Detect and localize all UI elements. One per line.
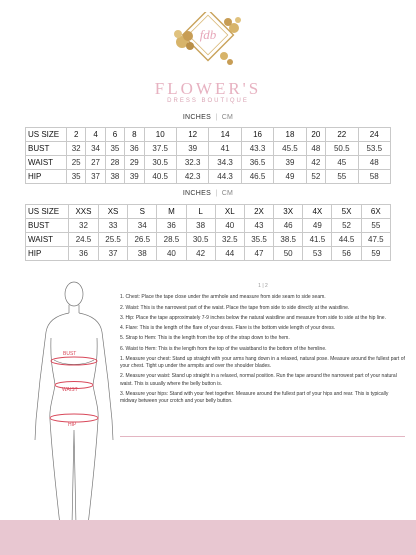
table-row — [26, 142, 391, 156]
size-header-cell: 2 — [67, 128, 86, 142]
size-header-cell: 18 — [274, 128, 306, 142]
value-cell: 50.5 — [326, 142, 358, 156]
logo-monogram: fdb — [199, 27, 217, 42]
table-header-row — [26, 205, 391, 219]
value-cell: 53.5 — [358, 142, 391, 156]
table-row — [26, 233, 391, 247]
value-cell: 29 — [125, 156, 144, 170]
bust-line — [51, 357, 97, 365]
value-cell: 41.5 — [303, 233, 332, 247]
value-cell: 35.5 — [244, 233, 273, 247]
size-table-letter — [25, 204, 391, 261]
size-header-cell: 6 — [105, 128, 124, 142]
value-cell: 59 — [361, 247, 390, 261]
units-separator: | — [215, 190, 218, 197]
instruction-item: 3. Measure your hips: Stand with your feet together. Measure around the fullest part of your hips and rear. This is typically midway between your crotch and your belly button. — [120, 390, 389, 404]
row-label-cell: BUST — [26, 219, 69, 233]
value-cell: 37 — [86, 170, 105, 184]
value-cell: 49 — [274, 170, 306, 184]
brand-logo — [168, 12, 248, 74]
brand-tagline: DRESS BOUTIQUE — [167, 98, 249, 104]
size-header-cell: XL — [215, 205, 244, 219]
value-cell: 41 — [209, 142, 241, 156]
row-label-cell: WAIST — [26, 156, 67, 170]
hip-line — [50, 414, 98, 422]
row-label-cell: BUST — [26, 142, 67, 156]
value-cell: 49 — [303, 219, 332, 233]
value-cell: 25.5 — [98, 233, 127, 247]
instruction-item: 6. Waist to Hem: This is the length from the top of the waistband to the bottom of the hemline. — [120, 345, 327, 352]
row-label-cell: WAIST — [26, 233, 69, 247]
size-header-cell: 20 — [306, 128, 325, 142]
size-header-cell: 22 — [326, 128, 358, 142]
value-cell: 25 — [67, 156, 86, 170]
units-inches: INCHES — [182, 114, 212, 121]
footer-band — [0, 520, 416, 555]
header-label-cell: US SIZE — [26, 128, 67, 142]
header-label-cell: US SIZE — [26, 205, 69, 219]
value-cell: 32.3 — [176, 156, 208, 170]
value-cell: 35 — [67, 170, 86, 184]
instruction-item: 1. Measure your chest: Stand up straight with your arms hang down in a relaxed, natural pose. Measure around the fullest part of your chest. Tight up under the armpits and over the shoulder blades. — [120, 355, 405, 369]
brand-name: FLOWER'S — [154, 79, 262, 98]
value-cell: 40 — [157, 247, 186, 261]
value-cell: 58 — [358, 170, 391, 184]
value-cell: 47.5 — [361, 233, 390, 247]
value-cell: 43.3 — [241, 142, 273, 156]
size-header-cell: 12 — [176, 128, 208, 142]
size-header-cell: XS — [98, 205, 127, 219]
instruction-item: 2. Waist: This is the narrowest part of the waist. Place the tape from side to side directly at the waistline. — [120, 304, 350, 311]
value-cell: 27 — [86, 156, 105, 170]
instruction-item: 2. Measure your waist: Stand up straight in a relaxed, normal position. Run the tape around the narrowest part of your natural waist. This is usually where the belly button is. — [120, 373, 397, 387]
instruction-item: 1. Chest: Place the tape close under the armhole and measure from side seam to side seam. — [120, 294, 326, 301]
value-cell: 36 — [157, 219, 186, 233]
value-cell: 45 — [326, 156, 358, 170]
value-cell: 45.5 — [274, 142, 306, 156]
body-outline — [35, 282, 113, 525]
units-label-2 — [0, 190, 416, 197]
value-cell: 48 — [358, 156, 391, 170]
table-row — [26, 219, 391, 233]
waist-label: WAIST — [62, 387, 78, 393]
size-header-cell: 24 — [358, 128, 391, 142]
value-cell: 30.5 — [186, 233, 215, 247]
table-row — [26, 247, 391, 261]
size-header-cell: 5X — [332, 205, 361, 219]
size-header-cell: 14 — [209, 128, 241, 142]
table-header-row — [26, 128, 391, 142]
value-cell: 38.5 — [274, 233, 303, 247]
value-cell: 30.5 — [144, 156, 176, 170]
size-header-cell: 10 — [144, 128, 176, 142]
row-label-cell: HIP — [26, 247, 69, 261]
value-cell: 56 — [332, 247, 361, 261]
value-cell: 38 — [128, 247, 157, 261]
units-cm: CM — [221, 114, 234, 121]
value-cell: 36 — [69, 247, 99, 261]
value-cell: 28 — [105, 156, 124, 170]
value-cell: 38 — [186, 219, 215, 233]
units-inches: INCHES — [182, 190, 212, 197]
value-cell: 36 — [125, 142, 144, 156]
value-cell: 34 — [128, 219, 157, 233]
size-header-cell: S — [128, 205, 157, 219]
size-header-cell: L — [186, 205, 215, 219]
size-header-cell: 8 — [125, 128, 144, 142]
instruction-item: 5. Strap to Hem: This is the length from the top of the strap down to the hem. — [120, 335, 290, 342]
bust-label: BUST — [63, 351, 77, 357]
value-cell: 42.3 — [176, 170, 208, 184]
units-cm: CM — [221, 190, 234, 197]
size-header-cell: 6X — [361, 205, 390, 219]
measurement-instructions — [120, 283, 406, 408]
table-row — [26, 156, 391, 170]
value-cell: 48 — [306, 142, 325, 156]
size-header-cell: 4X — [303, 205, 332, 219]
value-cell: 32.5 — [215, 233, 244, 247]
value-cell: 46.5 — [241, 170, 273, 184]
value-cell: 33 — [98, 219, 127, 233]
value-cell: 40 — [215, 219, 244, 233]
size-header-cell: 16 — [241, 128, 273, 142]
body-measurement-figure — [24, 280, 124, 530]
value-cell: 34 — [86, 142, 105, 156]
instructions-list — [120, 294, 406, 405]
value-cell: 26.5 — [128, 233, 157, 247]
value-cell: 44.3 — [209, 170, 241, 184]
size-header-cell: 3X — [274, 205, 303, 219]
value-cell: 40.5 — [144, 170, 176, 184]
value-cell: 43 — [244, 219, 273, 233]
size-header-cell: XXS — [69, 205, 99, 219]
value-cell: 55 — [326, 170, 358, 184]
hip-label: HIP — [68, 422, 77, 428]
value-cell: 39 — [125, 170, 144, 184]
value-cell: 24.5 — [69, 233, 99, 247]
value-cell: 53 — [303, 247, 332, 261]
value-cell: 37 — [98, 247, 127, 261]
value-cell: 38 — [105, 170, 124, 184]
value-cell: 44 — [215, 247, 244, 261]
instruction-item: 3. Hip: Place the tape approximately 7-9 inches below the natural waistline and measure from side to side at the hip line. — [120, 314, 386, 321]
value-cell: 32 — [69, 219, 99, 233]
value-cell: 28.5 — [157, 233, 186, 247]
instructions-mini-header: 1 | 2 — [258, 283, 268, 289]
value-cell: 46 — [274, 219, 303, 233]
value-cell: 34.3 — [209, 156, 241, 170]
value-cell: 47 — [244, 247, 273, 261]
units-label-1 — [0, 114, 416, 121]
size-table-numeric — [25, 127, 391, 184]
value-cell: 44.5 — [332, 233, 361, 247]
units-separator: | — [215, 114, 218, 121]
value-cell: 52 — [306, 170, 325, 184]
divider-line — [120, 436, 405, 437]
size-header-cell: 2X — [244, 205, 273, 219]
value-cell: 32 — [67, 142, 86, 156]
value-cell: 42 — [186, 247, 215, 261]
row-label-cell: HIP — [26, 170, 67, 184]
instruction-item: 4. Flare: This is the length of the flare of your dress. Flare is the bottom wide length of your dress. — [120, 325, 336, 331]
value-cell: 37.5 — [144, 142, 176, 156]
value-cell: 35 — [105, 142, 124, 156]
size-header-cell: 4 — [86, 128, 105, 142]
value-cell: 52 — [332, 219, 361, 233]
value-cell: 50 — [274, 247, 303, 261]
value-cell: 39 — [274, 156, 306, 170]
table-row — [26, 170, 391, 184]
value-cell: 55 — [361, 219, 390, 233]
value-cell: 39 — [176, 142, 208, 156]
value-cell: 36.5 — [241, 156, 273, 170]
value-cell: 42 — [306, 156, 325, 170]
size-header-cell: M — [157, 205, 186, 219]
